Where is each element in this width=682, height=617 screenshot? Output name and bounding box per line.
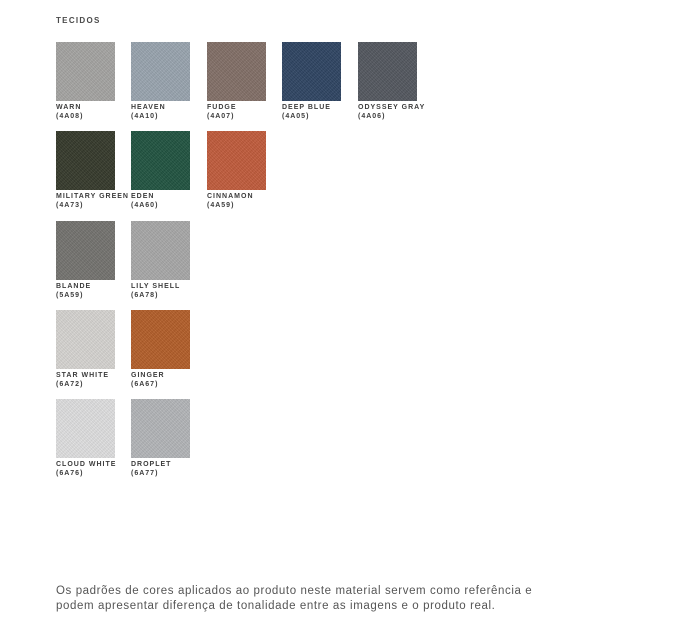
swatch-name: LILY SHELL [131,283,181,290]
swatch-chip [56,310,115,369]
swatch-chip [358,42,417,101]
swatch-odyssey-gray[interactable] [358,42,426,121]
swatch-chip [131,221,190,280]
swatch-code: (4A06) [358,113,386,120]
swatch-code: (6A76) [56,470,84,477]
swatch-name: MILITARY GREEN [56,193,129,200]
swatch-name: ODYSSEY GRAY [358,104,426,111]
swatch-name: HEAVEN [131,104,166,111]
swatch-star-white[interactable] [56,310,118,389]
swatch-name: CINNAMON [207,193,254,200]
swatch-code: (4A10) [131,113,159,120]
swatch-droplet[interactable] [131,399,193,478]
section-title: TECIDOS [56,16,101,25]
swatch-name: STAR WHITE [56,372,110,379]
swatch-chip [131,131,190,190]
swatch-name: DROPLET [131,461,172,468]
disclaimer-line-1: Os padrões de cores aplicados ao produto neste material servem como referência e [56,585,533,597]
swatch-blande[interactable] [56,221,118,300]
swatch-name: FUDGE [207,104,237,111]
swatch-code: (6A72) [56,381,84,388]
swatch-cinnamon[interactable] [207,131,269,210]
swatch-code: (4A08) [56,113,84,120]
swatch-ginger[interactable] [131,310,193,389]
swatch-chip [282,42,341,101]
swatch-chip [56,42,115,101]
swatch-lily-shell[interactable] [131,221,193,300]
swatch-warn[interactable] [56,42,118,121]
swatch-code: (4A07) [207,113,235,120]
swatch-eden[interactable] [131,131,193,210]
swatch-code: (5A59) [56,292,84,299]
swatch-name: GINGER [131,372,165,379]
swatch-name: EDEN [131,193,155,200]
swatch-code: (4A59) [207,202,235,209]
swatch-chip [56,221,115,280]
swatch-code: (4A05) [282,113,310,120]
swatch-name: BLANDE [56,283,92,290]
swatch-chip [56,399,115,458]
disclaimer [56,584,616,614]
swatch-chip [131,310,190,369]
swatch-code: (6A67) [131,381,159,388]
swatch-name: WARN [56,104,82,111]
swatch-deep-blue[interactable] [282,42,344,121]
swatch-chip [131,399,190,458]
swatch-chip [131,42,190,101]
swatch-code: (6A77) [131,470,159,477]
swatch-code: (4A73) [56,202,84,209]
swatch-chip [56,131,115,190]
swatch-cloud-white[interactable] [56,399,118,478]
swatch-name: CLOUD WHITE [56,461,117,468]
swatch-heaven[interactable] [131,42,193,121]
swatch-fudge[interactable] [207,42,269,121]
disclaimer-line-2: podem apresentar diferença de tonalidade entre as imagens e o produto real. [56,600,496,612]
swatch-chip [207,42,266,101]
swatch-code: (6A78) [131,292,159,299]
swatch-code: (4A60) [131,202,159,209]
swatch-chip [207,131,266,190]
swatch-military-green[interactable] [56,131,129,210]
swatch-name: DEEP BLUE [282,104,331,111]
